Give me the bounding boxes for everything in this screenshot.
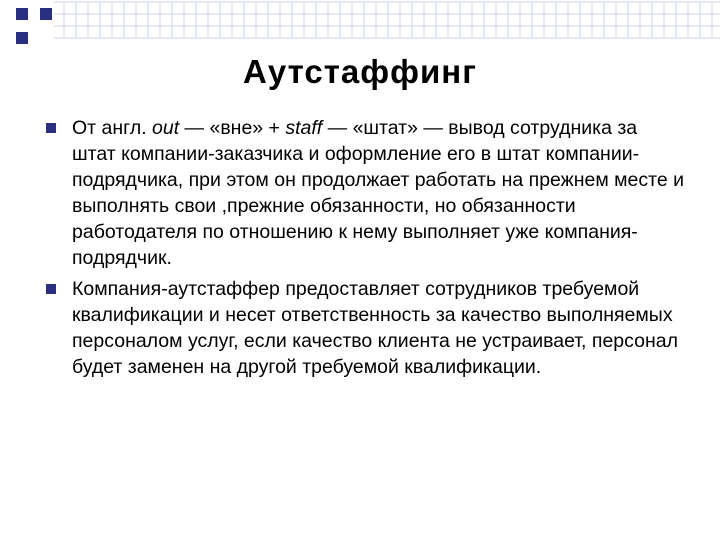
bullet-text-end: — «штат» — вывод сотрудника за штат компании-заказчика и оформление его в штат компании-подрядчика, при этом он продолжает работать на прежнем месте и выполнять свои ,прежние обязанности, но обязанности работодателя по отношению к нему выполняет уже компания-подрядчик. xyxy=(72,117,685,269)
bullet-item-definition xyxy=(44,115,684,271)
bullet-list xyxy=(44,115,684,385)
slide-title: Аутстаффинг xyxy=(243,53,477,90)
term-out: out xyxy=(152,117,180,139)
dark-square-2 xyxy=(16,32,28,44)
term-staff: staff xyxy=(285,117,323,139)
bullet-text-middle: — «вне» + xyxy=(179,117,286,139)
dark-square-1 xyxy=(16,8,28,20)
bullet-text: Компания-аутстаффер предоставляет сотрудников требуемой квалификации и несет ответственность за качество выполняемых персоналом услуг, если качество клиента не устраивает, персонал будет заменен на другой требуемой квалификации. xyxy=(72,278,678,378)
bullet-item-company xyxy=(44,276,684,380)
bullet-text-start: От англ. xyxy=(72,117,153,139)
header-decoration xyxy=(0,0,720,50)
dark-square-3 xyxy=(40,8,52,20)
grid-pattern xyxy=(54,2,720,38)
bullet-square-icon xyxy=(46,284,56,294)
bullet-square-icon xyxy=(46,123,56,133)
